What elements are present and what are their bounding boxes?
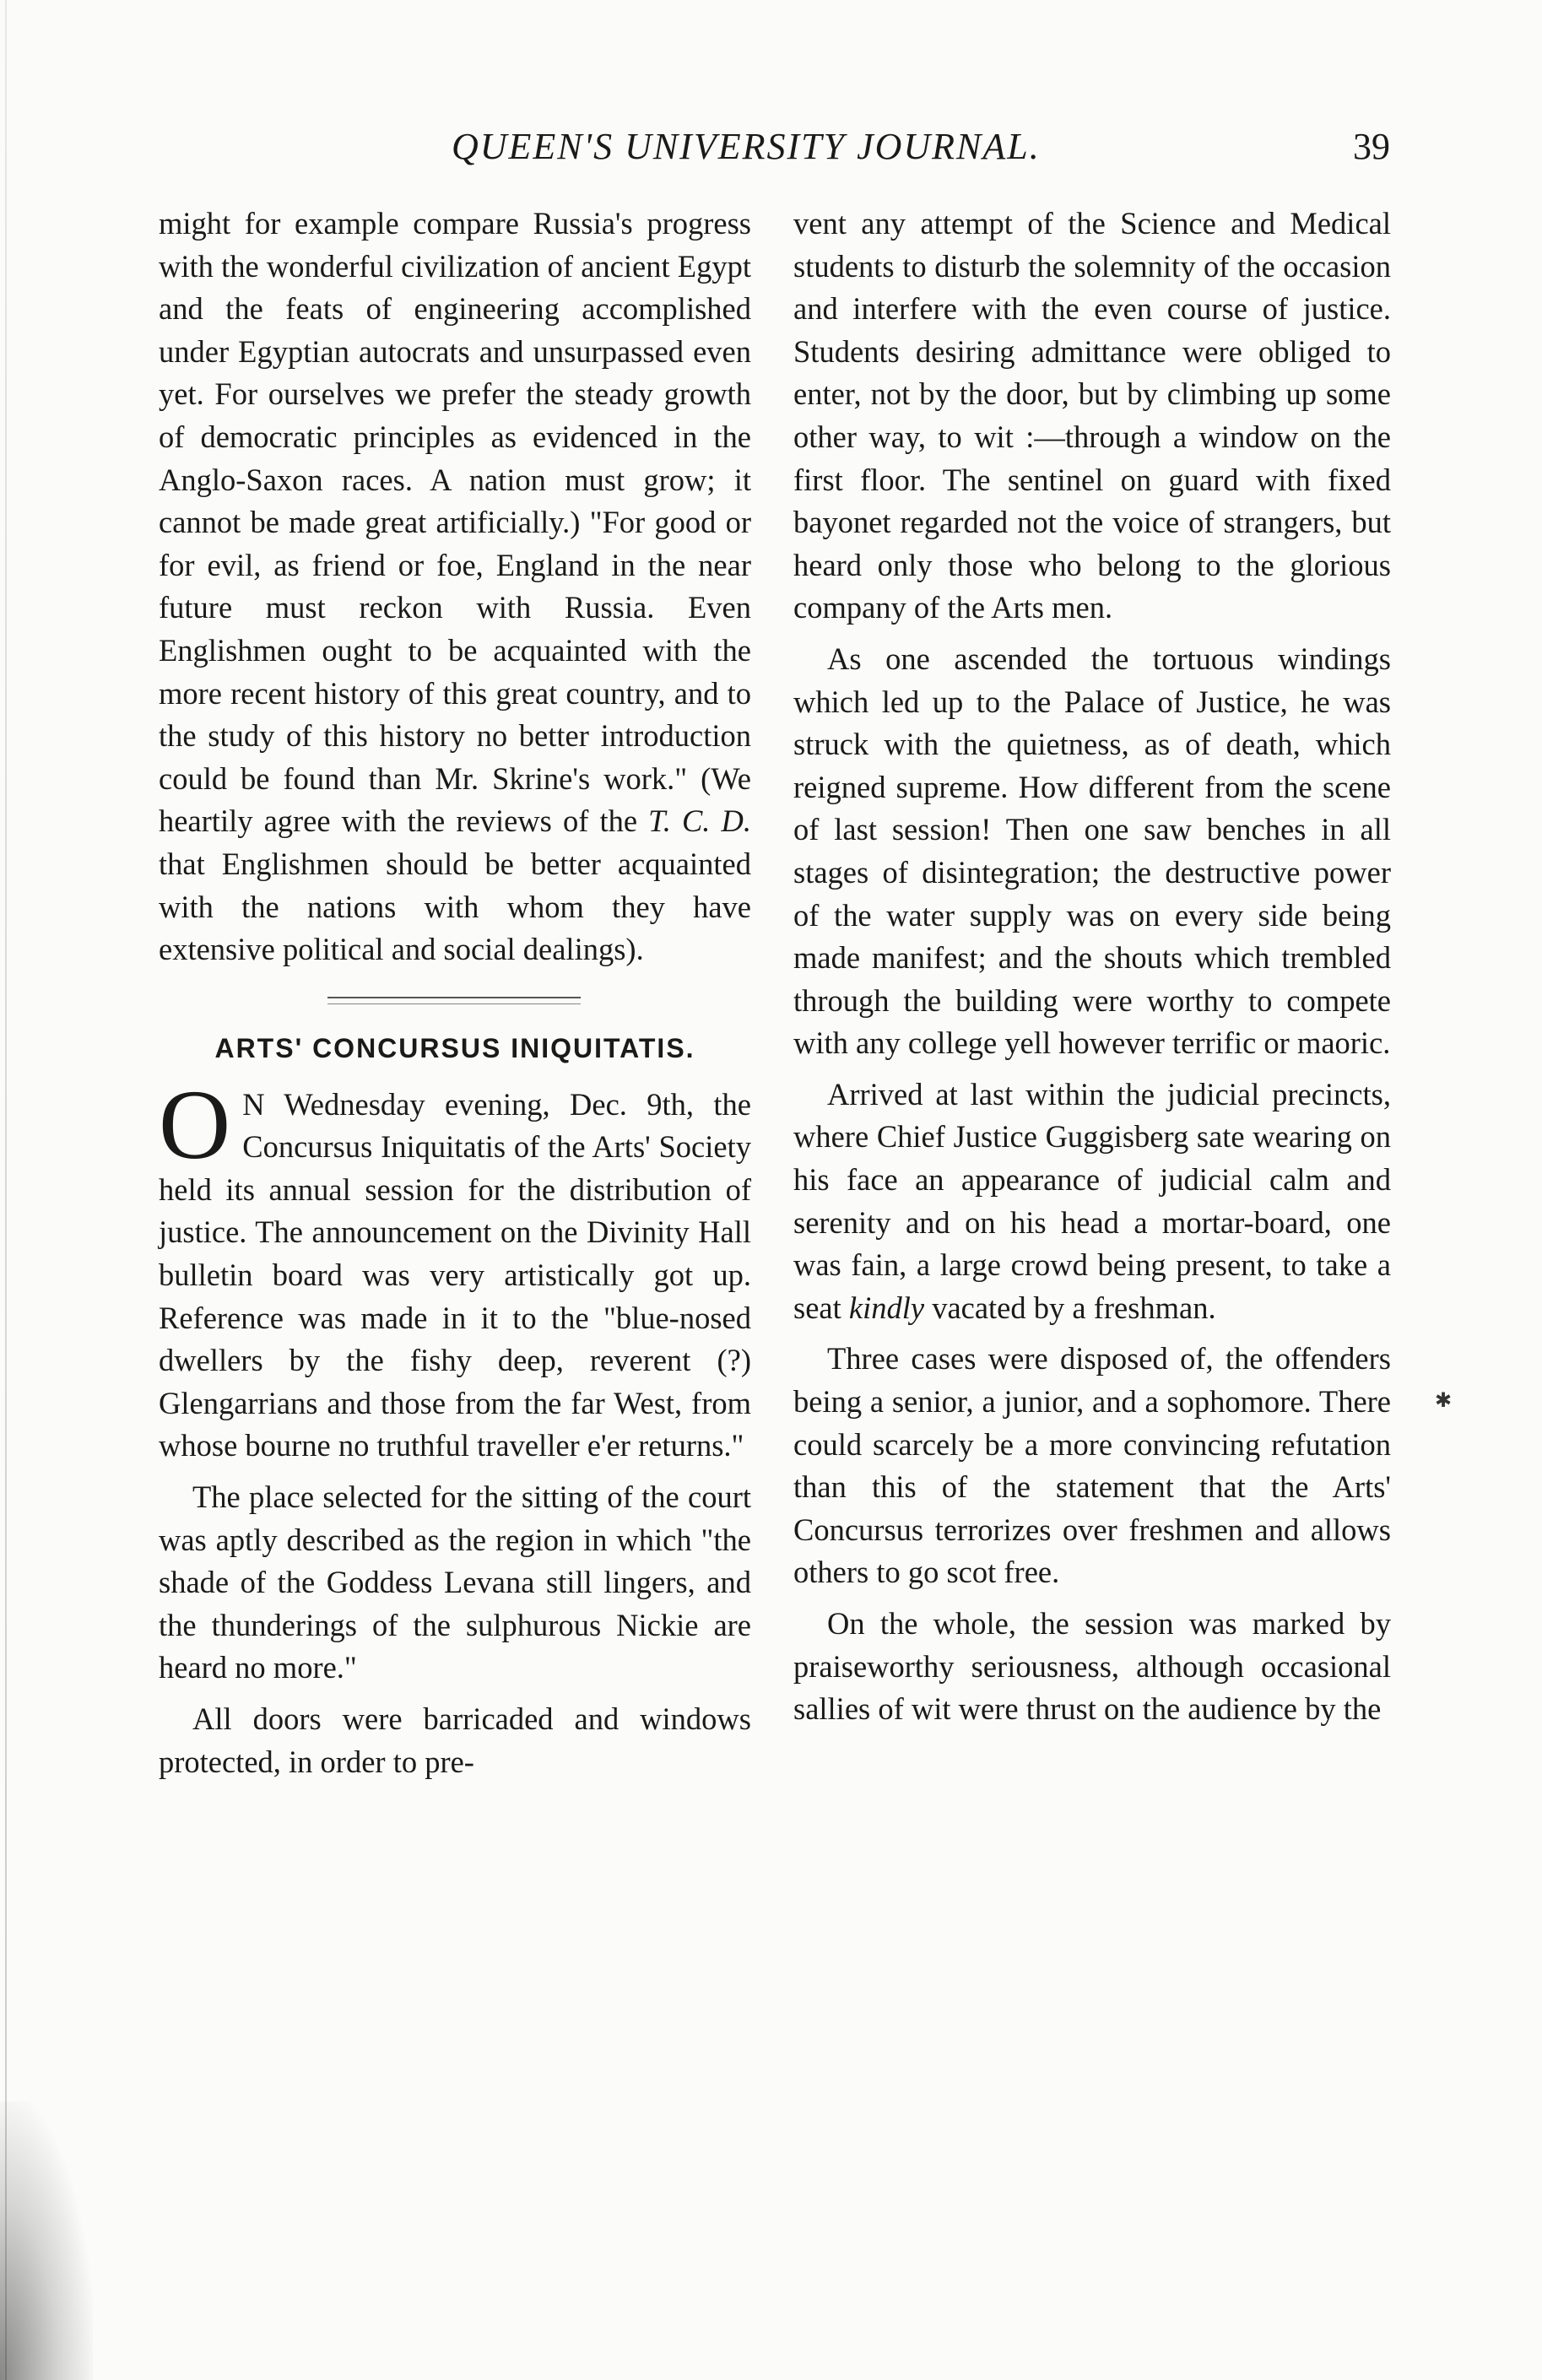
left-para2-text: N Wednesday evening, Dec. 9th, the Concursus Iniquitatis of the Arts' Society held its annual session for the distribution of justice. The announcement on the Divinity Hall bulletin board was very artistically got up. Reference was made in it to the "blue-nosed dwellers by the fishy deep, reverent (?) Glengarrians and those from the far West, from whose bourne no truthful traveller e'er returns." [159, 1086, 751, 1463]
left-para1-text: might for example compare Russia's progress with the wonderful civilization of ancient Egypt and the feats of engineering accomplished under Egyptian autocrats and unsurpassed even yet. For ourselves we prefer the steady growth of democratic principles as evidenced in the Anglo-Saxon races. A nation must grow; it cannot be made great artificially.) "For good or for evil, as friend or foe, England in the near future must reckon with Russia. Even Englishmen ought to be acquainted with the more recent history of this great country, and to the study of this history no better introduction could be found than Mr. Skrine's work." (We heartily agree with the reviews of the [159, 206, 751, 839]
page-corner-stain [0, 2101, 93, 2380]
left-paragraph-1 [159, 203, 751, 971]
right-paragraph-1: vent any attempt of the Science and Medical students to disturb the solemnity of the occasion and interfere with the even course of justice. Students desiring admittance were obliged to enter, not by the door, but by climbing up some other way, to wit :—through a window on the first floor. The sentinel on guard with fixed bayonet regarded not the voice of strangers, but heard only those who belong to the glorious company of the Arts men. [793, 206, 1391, 625]
right-paragraph-2: As one ascended the tortuous windings which led up to the Palace of Justice, he was struck with the quietness, as of death, which reigned supreme. How different from the scene of last session! Then one saw benches in all stages of disintegration; the destructive power of the water supply was on every side being made manifest; and the shouts which trembled through the building were worthy to compete with any college yell however terrific or maoric. [793, 641, 1391, 1061]
left-column [159, 203, 751, 1792]
left-para1-end: that Englishmen should be better acquainted with the nations with whom they have extensive political and social dealings). [159, 846, 751, 967]
right-paragraph-5: On the whole, the session was marked by praiseworthy seriousness, although occasional sallies of wit were thrust on the audience by the [793, 1606, 1391, 1727]
page-edge-shadow [5, 0, 7, 2380]
left-paragraph-3: The place selected for the sitting of the court was aptly described as the region in which "the shade of the Goddess Levana still lingers, and the thunderings of the sulphurous Nickie are heard no more." [159, 1479, 751, 1685]
left-para1-italic: T. C. D. [648, 803, 751, 839]
left-paragraph-2 [159, 1068, 751, 1468]
right-paragraph-4: Three cases were disposed of, the offenders being a senior, a junior, and a sophomore. There could scarcely be a more convincing refutation than this of the statement that the Arts' Concursus terrorizes over freshmen and allows others to go scot free. [793, 1341, 1391, 1590]
right-para3-text: Arrived at last within the judicial precincts, where Chief Justice Guggisberg sate wearing on his face an appearance of judicial calm and serenity and on his head a mortar-board, one was fain, a large crowd being present, to take a seat [793, 1076, 1391, 1325]
drop-cap: O [159, 1068, 231, 1180]
margin-mark: ✱ [1435, 1388, 1453, 1412]
page-header [0, 125, 1542, 176]
right-column [793, 203, 1391, 1739]
running-title: QUEEN'S UNIVERSITY JOURNAL. [452, 126, 1041, 167]
right-para3-italic: kindly [848, 1290, 925, 1325]
section-divider [327, 997, 581, 1004]
right-para3-end: vacated by a freshman. [924, 1290, 1216, 1325]
left-paragraph-4: All doors were barricaded and windows protected, in order to pre- [159, 1701, 751, 1779]
page-number: 39 [1353, 126, 1390, 167]
right-paragraph-3 [793, 1074, 1391, 1330]
section-heading: ARTS' CONCURSUS INIQUITATIS. [214, 1032, 695, 1063]
